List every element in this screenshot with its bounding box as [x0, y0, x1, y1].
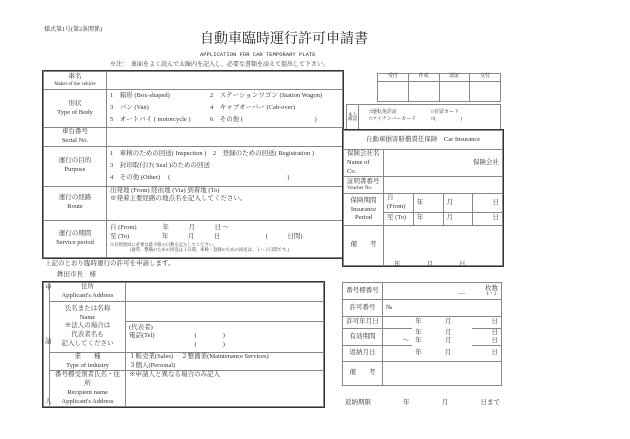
body-option[interactable]: 2 ステーションワゴン (Station Wagon) — [210, 92, 322, 100]
purpose-options[interactable] — [107, 146, 343, 186]
form-id: 様式第1号(第2条関係) — [44, 27, 102, 33]
body-option[interactable]: 4 キャブオーバー (Cab-over) — [210, 104, 295, 112]
year: 年 — [413, 194, 443, 213]
identity-checkbox[interactable]: □運転免許証 — [369, 110, 398, 116]
office-remarks-field[interactable] — [383, 362, 502, 386]
applicant-table — [43, 282, 324, 407]
body-option[interactable]: 3 バン (Van) — [110, 104, 149, 112]
name-label: 氏名または名称 Name ※法人の場合は 代表者名も 記入してください — [50, 301, 126, 352]
vehicle-table — [43, 71, 343, 258]
permit-no-label: 許可番号 — [343, 300, 383, 317]
from-label: 自 (From) — [384, 194, 414, 213]
maker-label: 車名 Maker of the vehicle — [44, 72, 107, 90]
insurance-header: 自動車損害賠償責任保険 Car Insurance — [344, 131, 503, 150]
address-label: 住所 Applicant's Address — [50, 283, 126, 302]
identity-checkbox[interactable]: □マイナンバーカード — [369, 117, 417, 122]
purpose-option[interactable]: 1 車検のための回送( Inspection ) 2 登録のための回送( Registration ) — [110, 150, 315, 158]
stamp-header: 認証 — [439, 74, 470, 82]
page-title: 自動車臨時運行許可申請書 — [200, 32, 368, 47]
application-date[interactable]: 年 月 日 — [394, 261, 466, 268]
identity-checkbox[interactable]: □( ) — [431, 117, 463, 122]
permit-no-field[interactable]: № — [383, 300, 502, 317]
stamp-header: 受付 — [378, 74, 409, 82]
purpose-option[interactable]: 4 その他 (Other) ( ) — [110, 174, 290, 182]
maker-field[interactable] — [107, 72, 343, 90]
body-options[interactable] — [107, 90, 343, 128]
body-option[interactable]: 5 オートバイ ( motorcycle ) — [110, 115, 191, 123]
company-label: 保険会社名 Name of Co. — [344, 150, 384, 177]
recipient-label: 番号標受領者氏名・住所 Recipient name Applicant's Address — [50, 371, 126, 407]
insurance-period-label: 保険期間 Insurance Period — [344, 194, 384, 226]
stamp-table — [377, 73, 501, 102]
name-field[interactable]: (代表者) 電話(Tel) ( ) ( ) — [126, 301, 324, 352]
day: 日 — [473, 194, 503, 213]
industry-options[interactable]: １販売業(Sales) ２整備業(Maintenance Services) ３個人(Personal) — [126, 352, 324, 371]
remarks-field[interactable] — [384, 225, 503, 265]
to-label: 至 (To) — [384, 212, 414, 225]
period-field[interactable]: 自 (From) 年 月 日 〜 至 (To) 年 月 日 ( 日間) ※目的達成に必要な最小限の日数を記入してください。 (通常、整備のための回送は１日間、車検・登録のための回送は、１〜２日間です。) — [107, 220, 343, 257]
office-remarks-label: 備 考 — [343, 362, 383, 386]
serial-label: 車台番号 Serial No. — [44, 128, 107, 147]
stamp-header: 交付 — [470, 74, 501, 82]
subtitle: APPLICATION FOR CAR TEMPORARY PLATE — [200, 51, 316, 58]
recipient-field[interactable]: ※申請人と異なる場合のみ記入 — [126, 371, 324, 407]
addressee: 鉾田市長 様 — [57, 271, 96, 278]
plate-no-label: 番号標番号 — [343, 283, 383, 300]
route-label: 運行の経路 Route — [44, 186, 107, 220]
month: 月 — [443, 212, 473, 225]
industry-label: 業 種 Type of industry — [50, 352, 126, 371]
stamp-header: 作成 — [408, 74, 439, 82]
insurance-table — [343, 130, 503, 266]
permit-date-label: 許可年月日 — [343, 317, 383, 329]
remarks-label: 備 考 — [344, 225, 384, 265]
office-table: 番号標番号 — 枚数 1・2 許可番号 № 許可年月日 年 月 日 有効期間 〜 年 年 月 月 日 日 返納月日 年 月 日 備 考 — [342, 282, 502, 386]
purpose-option[interactable]: 3 封印取付け( Seal )のための回送 — [110, 162, 211, 170]
voucher-field[interactable] — [384, 177, 503, 194]
body-label: 形状 Type of Body — [44, 90, 107, 128]
valid-period-label: 有効期間 — [343, 329, 383, 346]
address-field[interactable] — [126, 283, 324, 302]
body-option[interactable]: 6 その他 ( ) — [210, 115, 317, 123]
year: 年 — [413, 212, 443, 225]
identity-table — [346, 104, 501, 130]
day: 日 — [473, 212, 503, 225]
voucher-label: 証明書番号 Voucher No. — [344, 177, 384, 194]
purpose-label: 運行の目的 Purpose — [44, 146, 107, 186]
body-option[interactable]: 1 箱形 (Box-shaped) — [110, 92, 170, 100]
identity-checkbox[interactable]: □在留カード — [431, 110, 460, 116]
identity-label: 本人確認 — [347, 105, 359, 130]
company-field[interactable]: 保険会社 — [384, 150, 503, 177]
plate-no-field[interactable]: — 枚数 1・2 — [383, 283, 502, 300]
return-deadline: 返納期限 年 月 日まで — [345, 399, 500, 406]
serial-field[interactable] — [107, 128, 343, 147]
period-label: 運行の期間 Service period — [44, 220, 107, 257]
note: ※注： 裏面をよく読んで太線内を記入し、必要な書類を添えて提出して下さい。 — [110, 62, 330, 68]
month: 月 — [443, 194, 473, 213]
applicant-side-label: 申 請 人 — [44, 283, 50, 407]
return-date-label: 返納月日 — [343, 346, 383, 362]
application-text: 上記のとおり臨時運行の許可を申請します。 — [45, 260, 175, 267]
route-field[interactable]: 出発地 (From) 経由地 (Via) 到着地 (To) ※発着主要経路の地点名を記入してください。 — [107, 186, 343, 220]
